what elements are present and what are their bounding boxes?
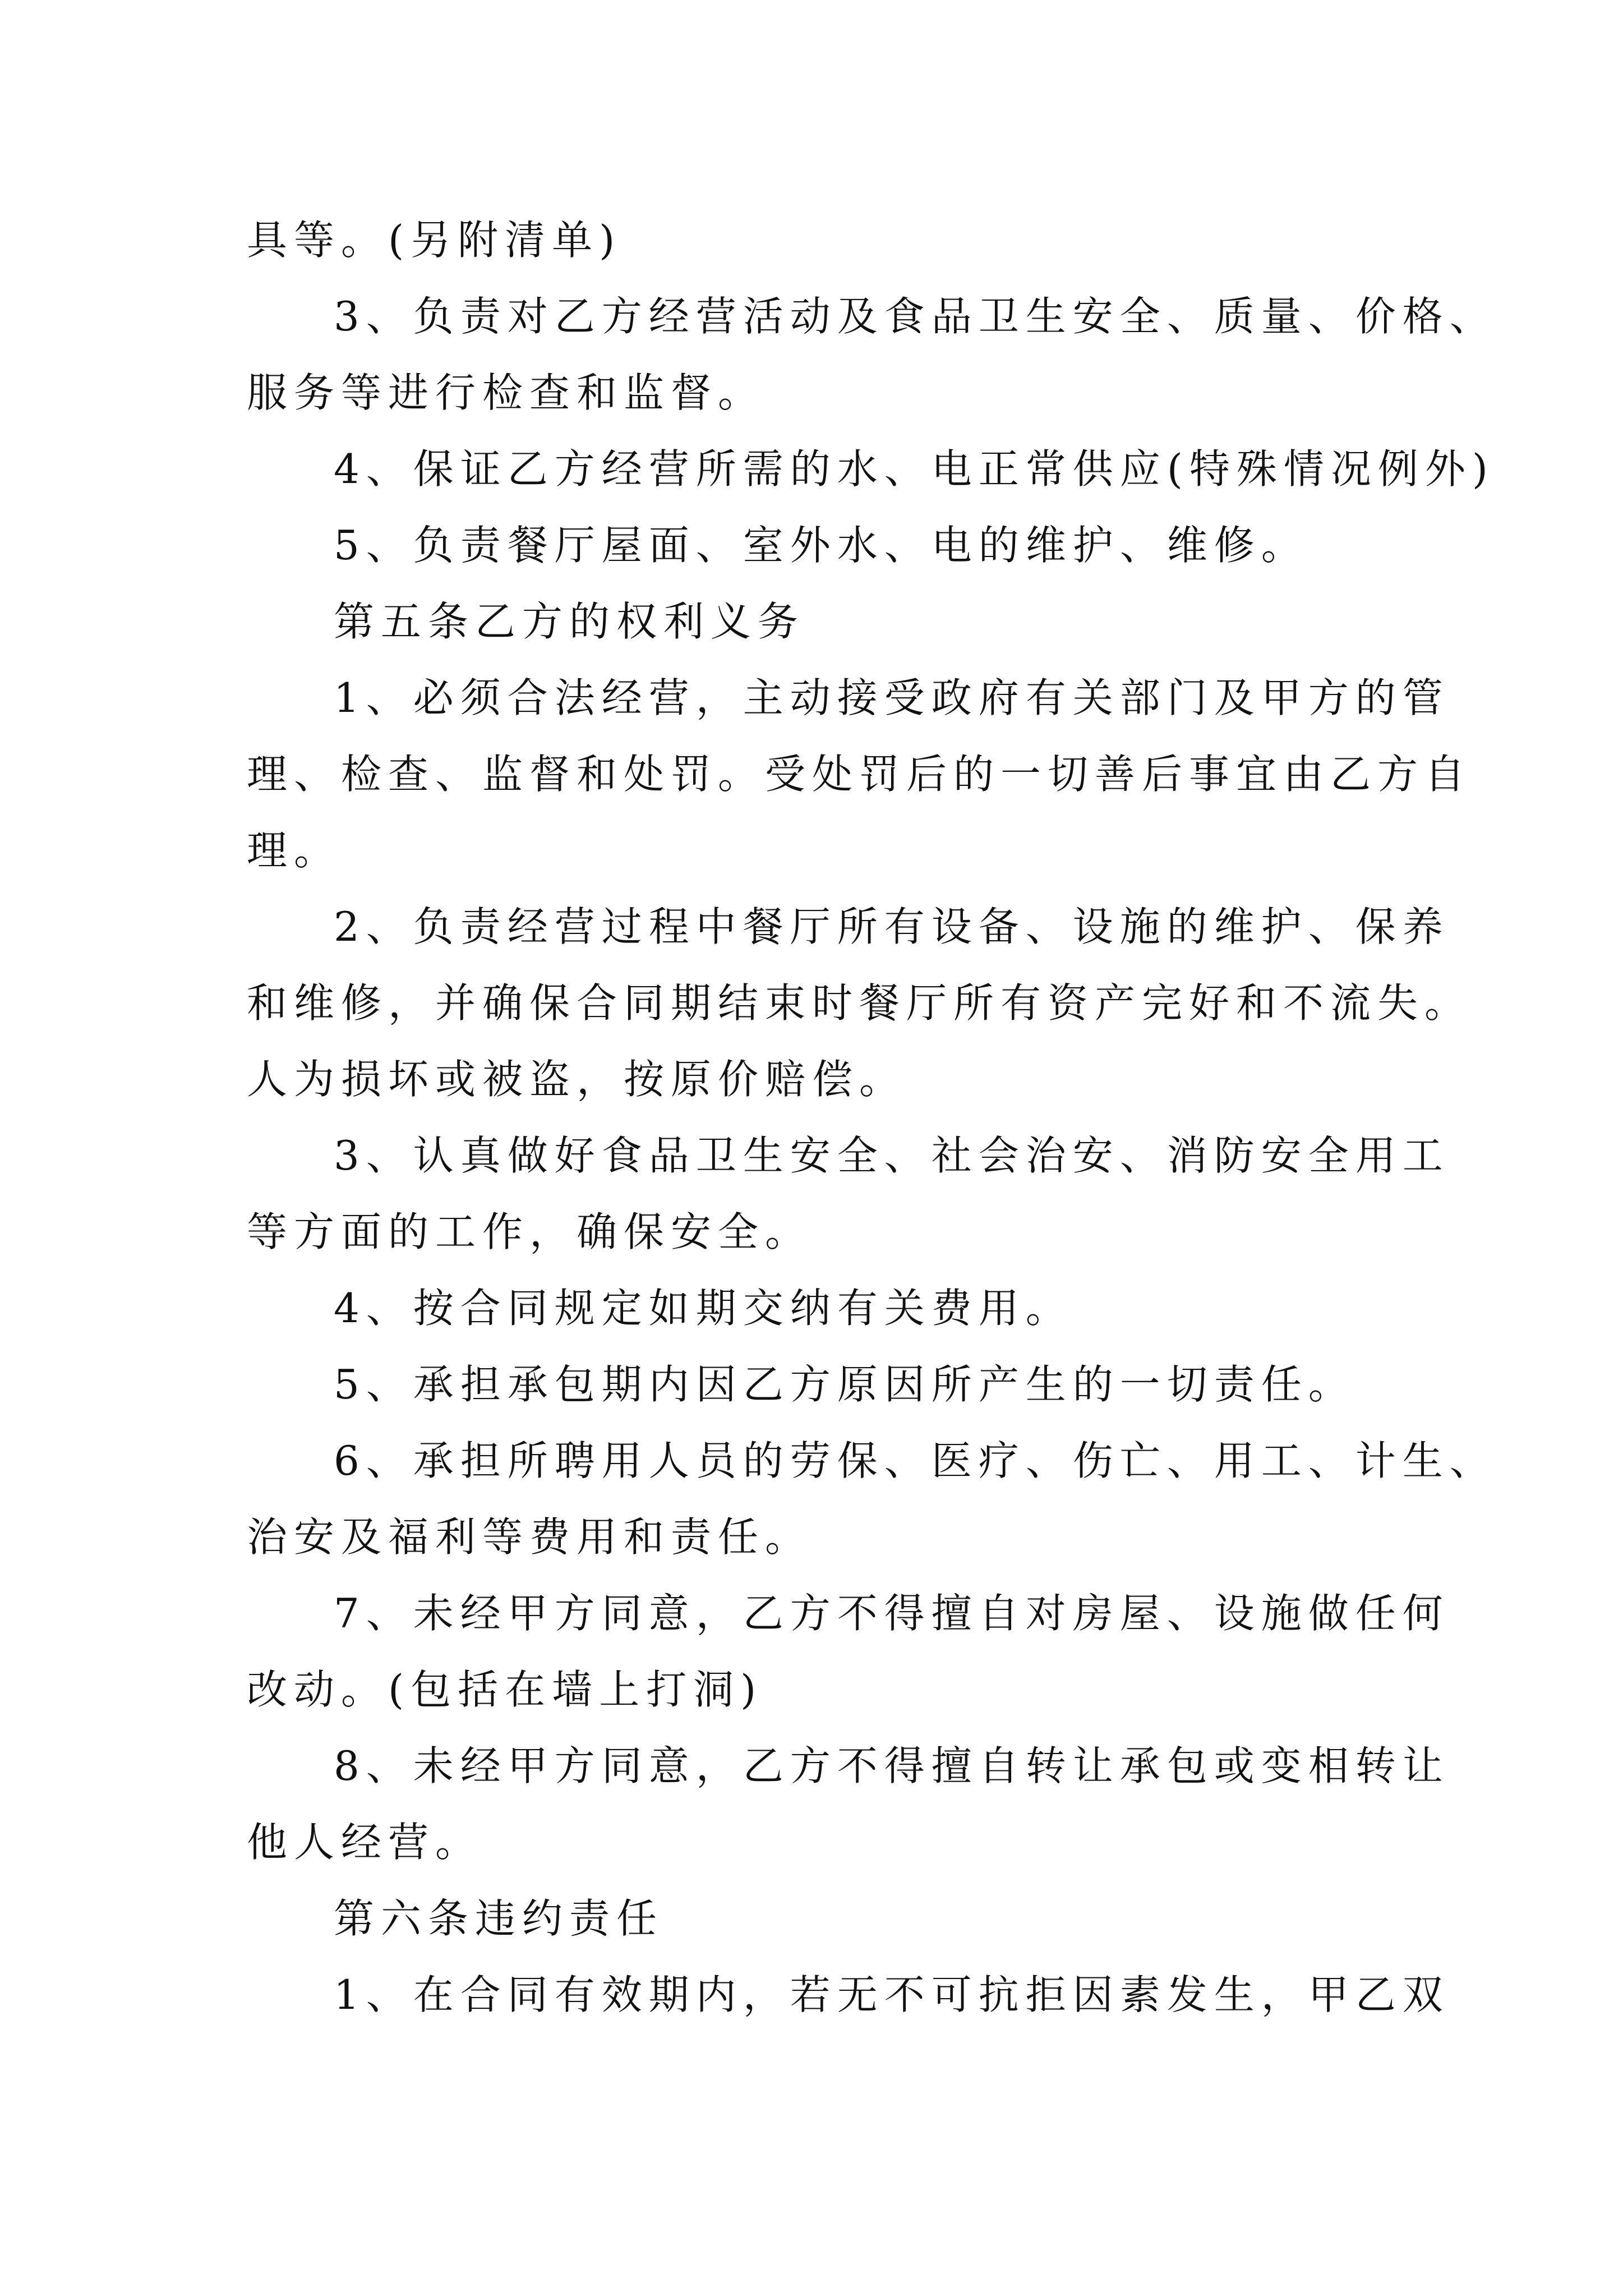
- section-heading: 第六条违约责任: [334, 1895, 664, 1942]
- text-line: 等方面的工作，确保安全。: [247, 1208, 813, 1255]
- text-line: 服务等进行检查和监督。: [247, 369, 766, 416]
- document-body: [247, 202, 1497, 2033]
- text-line: 1、在合同有效期内，若无不可抗拒因素发生，甲乙双: [334, 1971, 1450, 2018]
- text-line: 3、认真做好食品卫生安全、社会治安、消防安全用工: [334, 1132, 1450, 1179]
- text-line: 1、必须合法经营，主动接受政府有关部门及甲方的管: [334, 674, 1450, 721]
- text-line: 3、负责对乙方经营活动及食品卫生安全、质量、价格、: [334, 293, 1497, 340]
- text-line: 理、检查、监督和处罚。受处罚后的一切善后事宜由乙方自: [247, 751, 1472, 798]
- text-line: 5、承担承包期内因乙方原因所产生的一切责任。: [334, 1361, 1355, 1408]
- text-line: 他人经营。: [247, 1819, 483, 1866]
- text-line: 6、承担所聘用人员的劳保、医疗、伤亡、用工、计生、: [334, 1437, 1497, 1484]
- text-line: 具等。(另附清单): [247, 217, 622, 264]
- text-line: 理。: [247, 827, 342, 874]
- text-line: 7、未经甲方同意，乙方不得擅自对房屋、设施做任何: [334, 1590, 1450, 1637]
- text-line: 和维修，并确保合同期结束时餐厅所有资产完好和不流失。: [247, 979, 1472, 1027]
- text-line: 2、负责经营过程中餐厅所有设备、设施的维护、保养: [334, 903, 1450, 950]
- text-line: 治安及福利等费用和责任。: [247, 1513, 813, 1561]
- text-line: 8、未经甲方同意，乙方不得擅自转让承包或变相转让: [334, 1742, 1450, 1789]
- text-line: 人为损坏或被盗，按原价赔偿。: [247, 1056, 907, 1103]
- text-line: 4、按合同规定如期交纳有关费用。: [334, 1285, 1073, 1332]
- text-line: 改动。(包括在墙上打洞): [247, 1666, 763, 1713]
- text-line: 4、保证乙方经营所需的水、电正常供应(特殊情况例外): [334, 445, 1495, 493]
- section-heading: 第五条乙方的权利义务: [334, 598, 805, 645]
- text-line: 5、负责餐厅屋面、室外水、电的维护、维修。: [334, 522, 1308, 569]
